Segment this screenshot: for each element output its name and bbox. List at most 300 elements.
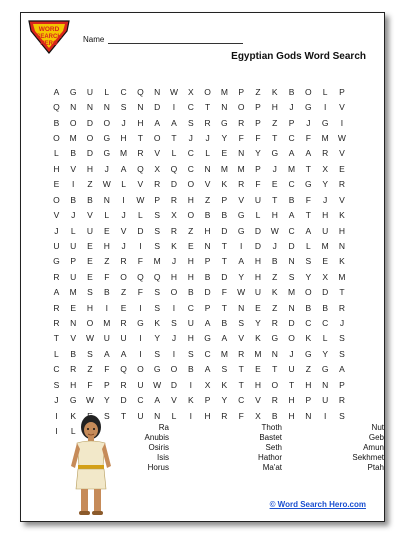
word-list-item: Bastet — [259, 433, 282, 442]
grid-letter: A — [305, 148, 312, 159]
grid-letter: A — [339, 364, 345, 375]
grid-letter: D — [170, 179, 178, 190]
grid-letter: H — [305, 379, 312, 390]
grid-letter: H — [254, 379, 262, 390]
grid-letter: V — [238, 333, 244, 344]
grid-letter: C — [137, 395, 144, 406]
grid-letter: T — [221, 302, 227, 313]
grid-letter: N — [86, 102, 94, 113]
grid-letter: V — [120, 225, 127, 236]
grid-letter: F — [238, 410, 244, 421]
grid-letter: B — [70, 348, 77, 359]
grid-letter: Y — [322, 179, 328, 190]
grid-letter: B — [204, 271, 211, 282]
grid-letter: U — [70, 271, 77, 282]
grid-letter: O — [69, 117, 77, 128]
grid-letter: I — [139, 240, 142, 251]
grid-letter: L — [305, 240, 311, 251]
svg-text:WORD: WORD — [38, 26, 60, 33]
grid-letter: K — [271, 86, 278, 97]
grid-letter: E — [187, 240, 194, 251]
grid-letter: I — [55, 410, 58, 421]
grid-letter: Q — [137, 271, 144, 282]
grid-letter: V — [87, 210, 93, 221]
grid-letter: V — [137, 179, 144, 190]
word-list-item: Nut — [371, 423, 384, 432]
grid-letter: I — [55, 425, 58, 436]
grid-letter: O — [170, 287, 178, 298]
grid-letter: Q — [137, 86, 144, 97]
grid-letter: B — [87, 194, 93, 205]
grid-letter: I — [172, 348, 176, 359]
grid-letter: J — [171, 256, 177, 267]
grid-letter: O — [86, 318, 94, 329]
grid-letter: J — [121, 117, 126, 128]
grid-letter: V — [70, 333, 77, 344]
grid-letter: F — [255, 179, 261, 190]
grid-letter: I — [122, 194, 125, 205]
grid-letter: H — [271, 102, 278, 113]
grid-letter: K — [255, 333, 261, 344]
grid-letter: B — [271, 410, 278, 421]
grid-letter: S — [154, 225, 161, 236]
grid-letter: E — [120, 302, 127, 313]
svg-text:SEARCH: SEARCH — [36, 34, 62, 40]
word-search-hero-logo — [27, 17, 71, 55]
grid-letter: R — [120, 318, 127, 329]
grid-letter: Z — [272, 117, 278, 128]
grid-letter: R — [271, 318, 278, 329]
grid-letter: J — [71, 210, 76, 221]
grid-letter: V — [339, 194, 345, 205]
grid-letter: M — [103, 318, 111, 329]
grid-letter: I — [189, 379, 192, 390]
grid-letter: P — [70, 256, 77, 267]
grid-letter: T — [238, 364, 244, 375]
grid-letter: U — [322, 395, 329, 406]
grid-letter: Q — [137, 163, 144, 174]
word-list-item: Ma'at — [262, 463, 282, 472]
grid-letter: V — [70, 163, 77, 174]
grid-letter: M — [69, 287, 77, 298]
page-title: Egyptian Gods Word Search — [231, 51, 366, 62]
grid-letter: W — [169, 86, 178, 97]
grid-letter: B — [204, 210, 211, 221]
grid-letter: E — [53, 179, 60, 190]
grid-letter: L — [70, 425, 76, 436]
grid-letter: R — [154, 179, 161, 190]
grid-letter: R — [238, 117, 245, 128]
grid-letter: E — [271, 179, 278, 190]
grid-letter: A — [53, 287, 60, 298]
grid-letter: A — [171, 117, 177, 128]
grid-letter: G — [53, 256, 60, 267]
grid-letter: P — [255, 102, 261, 113]
grid-letter: P — [154, 194, 161, 205]
grid-letter: P — [204, 256, 211, 267]
name-label: Name — [83, 35, 105, 44]
grid-letter: A — [238, 256, 244, 267]
grid-letter: G — [305, 348, 312, 359]
grid-letter: O — [237, 102, 245, 113]
grid-letter: Y — [238, 271, 244, 282]
grid-letter: I — [172, 302, 176, 313]
grid-letter: B — [70, 148, 77, 159]
grid-letter: T — [288, 379, 295, 390]
grid-letter: N — [103, 102, 110, 113]
grid-letter: Y — [305, 271, 312, 282]
grid-letter: H — [103, 240, 110, 251]
grid-letter: U — [103, 333, 110, 344]
grid-letter: G — [271, 148, 279, 159]
grid-letter: H — [288, 410, 295, 421]
worksheet-page — [20, 12, 385, 522]
grid-letter: R — [338, 302, 346, 313]
grid-letter: D — [254, 225, 262, 236]
grid-letter: S — [53, 379, 60, 390]
grid-letter: D — [137, 225, 144, 236]
grid-letter: R — [120, 256, 127, 267]
grid-letter: D — [221, 271, 228, 282]
grid-letter: G — [305, 179, 312, 190]
grid-letter: B — [305, 302, 312, 313]
grid-letter: F — [305, 132, 311, 143]
grid-letter: T — [272, 364, 278, 375]
grid-letter: O — [288, 333, 295, 344]
grid-letter: V — [339, 148, 345, 159]
grid-letter: D — [221, 225, 228, 236]
grid-letter: M — [321, 132, 329, 143]
grid-letter: B — [271, 256, 278, 267]
grid-letter: M — [220, 348, 228, 359]
grid-letter: J — [121, 240, 126, 251]
grid-letter: N — [103, 194, 110, 205]
grid-letter: B — [288, 86, 295, 97]
grid-letter: S — [154, 302, 161, 313]
grid-letter: E — [87, 256, 93, 267]
grid-letter: O — [271, 379, 279, 390]
grid-letter: G — [69, 86, 77, 97]
grid-letter: N — [204, 240, 211, 251]
grid-letter: T — [339, 287, 345, 298]
grid-letter: T — [221, 240, 227, 251]
grid-letter: M — [288, 287, 296, 298]
grid-letter: K — [339, 256, 345, 267]
grid-letter: I — [72, 179, 75, 190]
grid-letter: P — [255, 117, 261, 128]
grid-letter: C — [204, 348, 211, 359]
grid-letter: P — [339, 86, 345, 97]
grid-letter: I — [105, 302, 108, 313]
grid-letter: X — [322, 163, 328, 174]
grid-letter: X — [322, 271, 328, 282]
grid-letter: G — [137, 318, 144, 329]
grid-letter: F — [305, 194, 311, 205]
grid-letter: F — [87, 379, 93, 390]
grid-letter: N — [238, 302, 245, 313]
grid-letter: M — [254, 348, 262, 359]
grid-letter: J — [54, 225, 59, 236]
grid-letter: N — [338, 240, 346, 251]
grid-letter: M — [120, 148, 128, 159]
grid-letter: J — [306, 117, 311, 128]
grid-letter: R — [170, 225, 178, 236]
grid-letter: G — [204, 333, 211, 344]
name-field — [83, 35, 243, 44]
grid-letter: L — [121, 179, 126, 190]
grid-letter: H — [187, 271, 194, 282]
grid-letter: A — [154, 395, 161, 406]
grid-letter: A — [103, 348, 110, 359]
grid-letter: Z — [87, 179, 93, 190]
grid-letter: R — [338, 395, 346, 406]
grid-letter: L — [70, 225, 76, 236]
grid-letter: N — [322, 379, 329, 390]
grid-letter: N — [154, 410, 161, 421]
grid-letter: C — [187, 102, 194, 113]
grid-letter: S — [339, 348, 345, 359]
grid-letter: R — [53, 318, 60, 329]
grid-letter: G — [69, 395, 77, 406]
grid-letter: J — [289, 348, 294, 359]
grid-letter: D — [288, 318, 295, 329]
footer-link[interactable]: © Word Search Hero.com — [269, 500, 366, 509]
grid-letter: G — [321, 117, 329, 128]
grid-letter: F — [221, 287, 227, 298]
grid-letter: O — [137, 364, 144, 375]
grid-letter: W — [85, 395, 94, 406]
grid-letter: X — [171, 210, 177, 221]
grid-letter: O — [204, 86, 211, 97]
grid-letter: O — [86, 132, 94, 143]
grid-letter: U — [137, 410, 144, 421]
grid-letter: W — [136, 194, 145, 205]
grid-letter: E — [339, 163, 345, 174]
grid-letter: H — [170, 271, 178, 282]
grid-letter: S — [339, 410, 345, 421]
grid-letter: M — [288, 163, 296, 174]
grid-letter: D — [86, 148, 94, 159]
grid-letter: Y — [255, 318, 261, 329]
grid-letter: O — [120, 271, 127, 282]
grid-letter: H — [187, 194, 194, 205]
grid-letter: D — [322, 287, 329, 298]
grid-letter: U — [254, 287, 262, 298]
grid-letter: Z — [120, 287, 127, 298]
grid-letter: Y — [154, 333, 161, 344]
grid-letter: U — [187, 318, 194, 329]
grid-letter: G — [103, 132, 111, 143]
grid-letter: Y — [322, 348, 328, 359]
grid-letter: S — [154, 287, 161, 298]
grid-letter: C — [305, 318, 312, 329]
grid-letter: A — [305, 225, 312, 236]
grid-letter: N — [238, 148, 245, 159]
word-list-item: Ptah — [367, 463, 384, 472]
name-line[interactable] — [108, 35, 243, 44]
grid-letter: U — [120, 333, 127, 344]
grid-letter: V — [154, 148, 161, 159]
grid-letter: K — [221, 179, 228, 190]
grid-letter: U — [254, 194, 262, 205]
grid-letter: P — [204, 395, 211, 406]
grid-letter: W — [337, 132, 346, 143]
grid-letter: V — [238, 194, 244, 205]
grid-letter: J — [339, 318, 345, 329]
grid-letter: I — [323, 102, 327, 113]
egyptian-boy-illustration — [61, 411, 121, 521]
grid-letter: D — [86, 117, 94, 128]
grid-letter: C — [120, 86, 127, 97]
grid-letter: A — [288, 210, 295, 221]
grid-letter: J — [188, 132, 193, 143]
grid-letter: D — [120, 395, 127, 406]
grid-letter: S — [187, 117, 194, 128]
grid-letter: B — [70, 194, 77, 205]
grid-letter: P — [204, 302, 211, 313]
grid-letter: F — [255, 132, 261, 143]
grid-letter: P — [305, 395, 312, 406]
grid-letter: G — [237, 225, 245, 236]
grid-letter: T — [272, 194, 278, 205]
grid-letter: D — [170, 379, 178, 390]
word-list-column-3 — [323, 423, 384, 473]
grid-letter: B — [221, 210, 228, 221]
grid-letter: Z — [255, 86, 261, 97]
grid-letter: D — [254, 240, 262, 251]
word-list-item: Amun — [363, 443, 384, 452]
grid-letter: C — [187, 148, 194, 159]
grid-letter: Q — [153, 271, 161, 282]
grid-letter: L — [255, 210, 261, 221]
grid-letter: I — [139, 348, 142, 359]
word-list-item: Seth — [265, 443, 282, 452]
word-list-item: Sekhmet — [352, 453, 384, 462]
grid-letter: W — [102, 179, 111, 190]
grid-letter: H — [322, 210, 329, 221]
grid-letter: S — [87, 348, 93, 359]
grid-letter: U — [288, 364, 295, 375]
word-list-item: Ra — [158, 423, 169, 432]
grid-letter: N — [137, 102, 144, 113]
word-list-item: Isis — [157, 453, 169, 462]
grid-letter: I — [172, 102, 176, 113]
grid-letter: S — [187, 348, 194, 359]
grid-letter: K — [171, 240, 177, 251]
grid-letter: L — [322, 333, 328, 344]
grid-letter: R — [170, 194, 178, 205]
grid-letter: Z — [305, 364, 311, 375]
grid-letter: S — [221, 364, 228, 375]
grid-letter: E — [87, 271, 93, 282]
grid-letter: J — [289, 102, 294, 113]
grid-letter: L — [171, 410, 177, 421]
grid-letter: O — [53, 132, 60, 143]
word-list-item: Thoth — [261, 423, 282, 432]
grid-letter: N — [288, 302, 295, 313]
grid-letter: W — [270, 225, 279, 236]
grid-letter: R — [120, 379, 127, 390]
grid-letter: U — [86, 225, 94, 236]
grid-letter: U — [53, 240, 60, 251]
grid-letter: F — [104, 364, 110, 375]
grid-letter: L — [138, 210, 143, 221]
grid-letter: F — [137, 256, 143, 267]
grid-letter: O — [170, 364, 178, 375]
grid-letter: E — [103, 225, 110, 236]
grid-letter: O — [305, 287, 312, 298]
grid-letter: J — [323, 194, 328, 205]
grid-letter: C — [288, 132, 295, 143]
grid-letter: S — [87, 287, 93, 298]
grid-letter: S — [154, 210, 161, 221]
grid-letter: G — [103, 148, 111, 159]
grid-letter: P — [339, 379, 345, 390]
grid-letter: T — [305, 210, 311, 221]
word-list-item: Osiris — [148, 443, 169, 452]
grid-letter: C — [238, 395, 245, 406]
grid-letter: S — [305, 256, 312, 267]
grid-letter: K — [154, 318, 161, 329]
grid-letter: Z — [272, 271, 278, 282]
grid-letter: O — [187, 210, 195, 221]
grid-letter: Q — [120, 364, 127, 375]
grid-letter: M — [338, 271, 346, 282]
grid-letter: X — [204, 379, 211, 390]
grid-letter: B — [187, 287, 194, 298]
grid-letter: T — [204, 102, 211, 113]
grid-letter: H — [254, 256, 262, 267]
grid-letter: C — [288, 225, 295, 236]
grid-letter: L — [205, 148, 210, 159]
grid-letter: B — [53, 117, 60, 128]
grid-letter: Y — [103, 395, 110, 406]
grid-letter: A — [120, 163, 127, 174]
grid-letter: Z — [272, 302, 278, 313]
grid-letter: O — [103, 117, 111, 128]
word-list-item: Anubis — [144, 433, 169, 442]
grid-letter: G — [153, 364, 161, 375]
grid-letter: H — [120, 132, 127, 143]
grid-letter: H — [204, 410, 211, 421]
grid-letter: M — [220, 86, 228, 97]
grid-letter: N — [204, 163, 211, 174]
grid-letter: E — [70, 302, 77, 313]
grid-letter: R — [137, 148, 144, 159]
grid-letter: M — [220, 163, 228, 174]
word-list-item: Geb — [368, 433, 384, 442]
grid-letter: S — [154, 240, 161, 251]
grid-letter: K — [187, 395, 194, 406]
grid-letter: X — [255, 410, 261, 421]
grid-letter: J — [54, 395, 59, 406]
grid-letter: A — [288, 148, 295, 159]
grid-letter: V — [171, 395, 177, 406]
grid-letter: S — [120, 102, 127, 113]
grid-letter: G — [271, 333, 279, 344]
grid-letter: P — [221, 194, 228, 205]
grid-letter: I — [239, 240, 243, 251]
grid-letter: X — [154, 163, 161, 174]
grid-letter: E — [87, 240, 93, 251]
grid-letter: V — [204, 179, 211, 190]
grid-letter: T — [238, 379, 244, 390]
grid-letter: R — [53, 271, 60, 282]
grid-letter: U — [86, 86, 94, 97]
grid-letter: H — [86, 163, 94, 174]
grid-letter: D — [288, 240, 295, 251]
grid-letter: L — [171, 148, 177, 159]
